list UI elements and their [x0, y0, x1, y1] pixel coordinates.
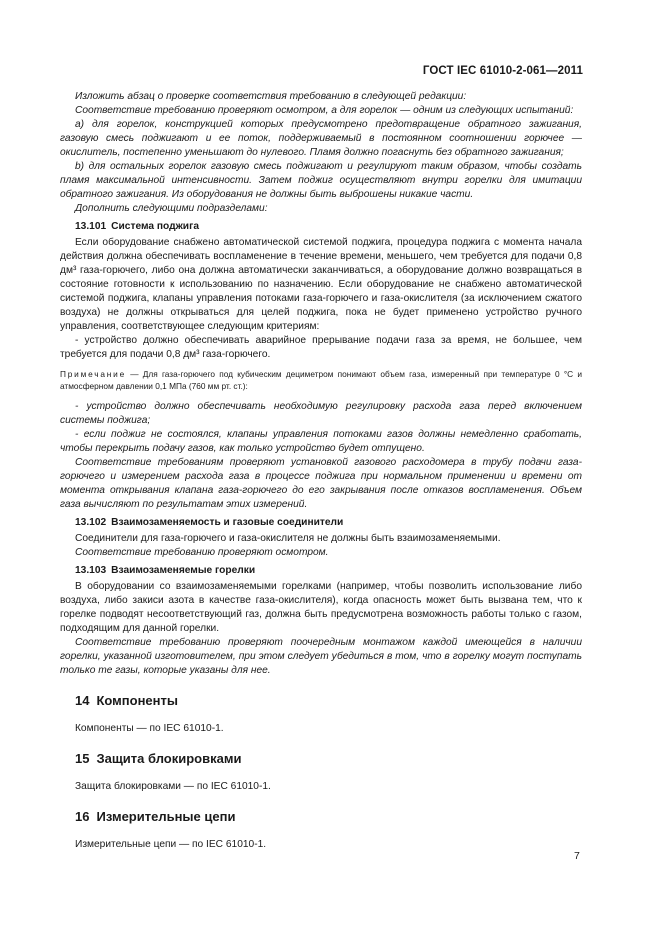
list-item-flow-adjustment: - устройство должно обеспечивать необходимую регулировку расхода газа перед включением системы поджига;: [60, 401, 582, 426]
page-number: 7: [574, 850, 580, 862]
subclause-number: 13.103: [75, 565, 107, 576]
note: [60, 368, 582, 392]
paragraph-test-a: а) для горелок, конструкцией которых предусмотрено предотвращение обратного зажигания, газовую смесь поджигают и ее поток, поддерживаемый в постоянном соотношении горючее — окислитель, постепенно уменьшают до нулевого. Пламя должно погаснуть без обратного зажигания;: [60, 119, 582, 158]
section-number: 16: [75, 809, 90, 824]
paragraph-inspection-check: Соответствие требованию проверяют осмотром.: [75, 547, 329, 558]
subclause-number: 13.102: [75, 517, 107, 528]
subclause-title: Система поджига: [111, 221, 199, 232]
section-14-heading: [75, 693, 582, 709]
section-title: Компоненты: [96, 693, 178, 708]
subclause-number: 13.101: [75, 221, 107, 232]
note-label: Примечание: [60, 369, 127, 379]
subclause-title: Взаимозаменяемость и газовые соединители: [111, 517, 344, 528]
note-text: — Для газа-горючего под кубическим дециметром понимают объем газа, измеренный при температуре 0 °С и атмосферном давлении 0,1 МПа (760 мм рт. ст.):: [60, 369, 582, 391]
document-body: [60, 90, 582, 862]
section-15-body: Защита блокировками — по IEC 61010-1.: [75, 781, 271, 792]
paragraph-compliance-check: Соответствие требованию проверяют осмотром, а для горелок — одним из следующих испытаний:: [75, 105, 574, 116]
paragraph-connectors: Соединители для газа-горючего и газа-окислителя не должны быть взаимозаменяемыми.: [75, 533, 501, 544]
subclause-title: Взаимозаменяемые горелки: [111, 565, 256, 576]
section-title: Защита блокировками: [96, 751, 242, 766]
paragraph-flowmeter-check: Соответствие требованиям проверяют установкой газового расходомера в трубу подачи газа-горючего и измерением расхода газа в процессе поджига при нормальном применении и времени от момента открывания клапана газа-горючего до его закрывания после отказов воспламенения. Объем газа вычисляют по результатам этих измерений.: [60, 457, 582, 510]
document-header: ГОСТ IEC 61010-2-061—2011: [422, 65, 583, 77]
section-16-body: Измерительные цепи — по IEC 61010-1.: [75, 839, 267, 850]
paragraph-add-subclauses: Дополнить следующими подразделами:: [75, 203, 268, 214]
subclause-13-103-heading: [75, 564, 582, 578]
list-item-emergency-stop: - устройство должно обеспечивать аварийное прерывание подачи газа за время, не большее, чем требуется для подачи 0,8 дм³ газа-горючего.: [60, 335, 582, 360]
section-number: 15: [75, 751, 90, 766]
section-title: Измерительные цепи: [96, 809, 236, 824]
paragraph-amend-intro: Изложить абзац о проверке соответствия требованию в следующей редакции:: [75, 91, 467, 102]
section-15-heading: [75, 751, 582, 767]
subclause-13-102-heading: [75, 516, 582, 530]
paragraph-interchangeable-burners: В оборудовании со взаимозаменяемыми горелками (например, чтобы позволить использование либо воздуха, либо закиси азота в качестве газа-окислителя), когда опасность может быть вызвана тем, что к горелке подводят несоответствующий газ, должна быть предусмотрена возможность работы только с газом, подходящим для данной горелки.: [60, 581, 582, 634]
section-14-body: Компоненты — по IEC 61010-1.: [75, 723, 224, 734]
list-item-valve-shutoff: - если поджиг не состоялся, клапаны управления потоками газов должны немедленно сработать, чтобы перекрыть подачу газов, как только устройство будет отпущено.: [60, 429, 582, 454]
section-16-heading: [75, 809, 582, 825]
paragraph-burner-check: Соответствие требованию проверяют поочередным монтажом каждой имеющейся в наличии горелки, указанной изготовителем, при этом следует убедиться в том, что в горелку могут поступать только те газы, которые указаны для нее.: [60, 637, 582, 676]
paragraph-test-b: b) для остальных горелок газовую смесь поджигают и регулируют таким образом, чтобы создать пламя максимальной интенсивности. Затем поджиг осуществляют внутри горелки для имитации обратного зажигания. Из оборудования не должны быть выброшены никакие части.: [60, 161, 582, 200]
subclause-13-101-heading: [75, 220, 582, 234]
section-number: 14: [75, 693, 90, 708]
paragraph-ignition-system: Если оборудование снабжено автоматической системой поджига, процедура поджига с момента начала действия должна обеспечивать воспламенение в течение времени, меньшего, чем требуется для подачи 0,8 дм³ газа-горючего, либо она должна автоматически заканчиваться, а оборудование должно возвращаться в состояние готовности к использованию по назначению. Если оборудование не снабжено автоматической системой поджига, клапаны управления потоками газа-горючего и газа-окислителя (за исключением сжатого воздуха) не должны открываться для целей поджига, пока не будет применено устройство ручного управления, соответствующее следующим критериям:: [60, 237, 582, 332]
